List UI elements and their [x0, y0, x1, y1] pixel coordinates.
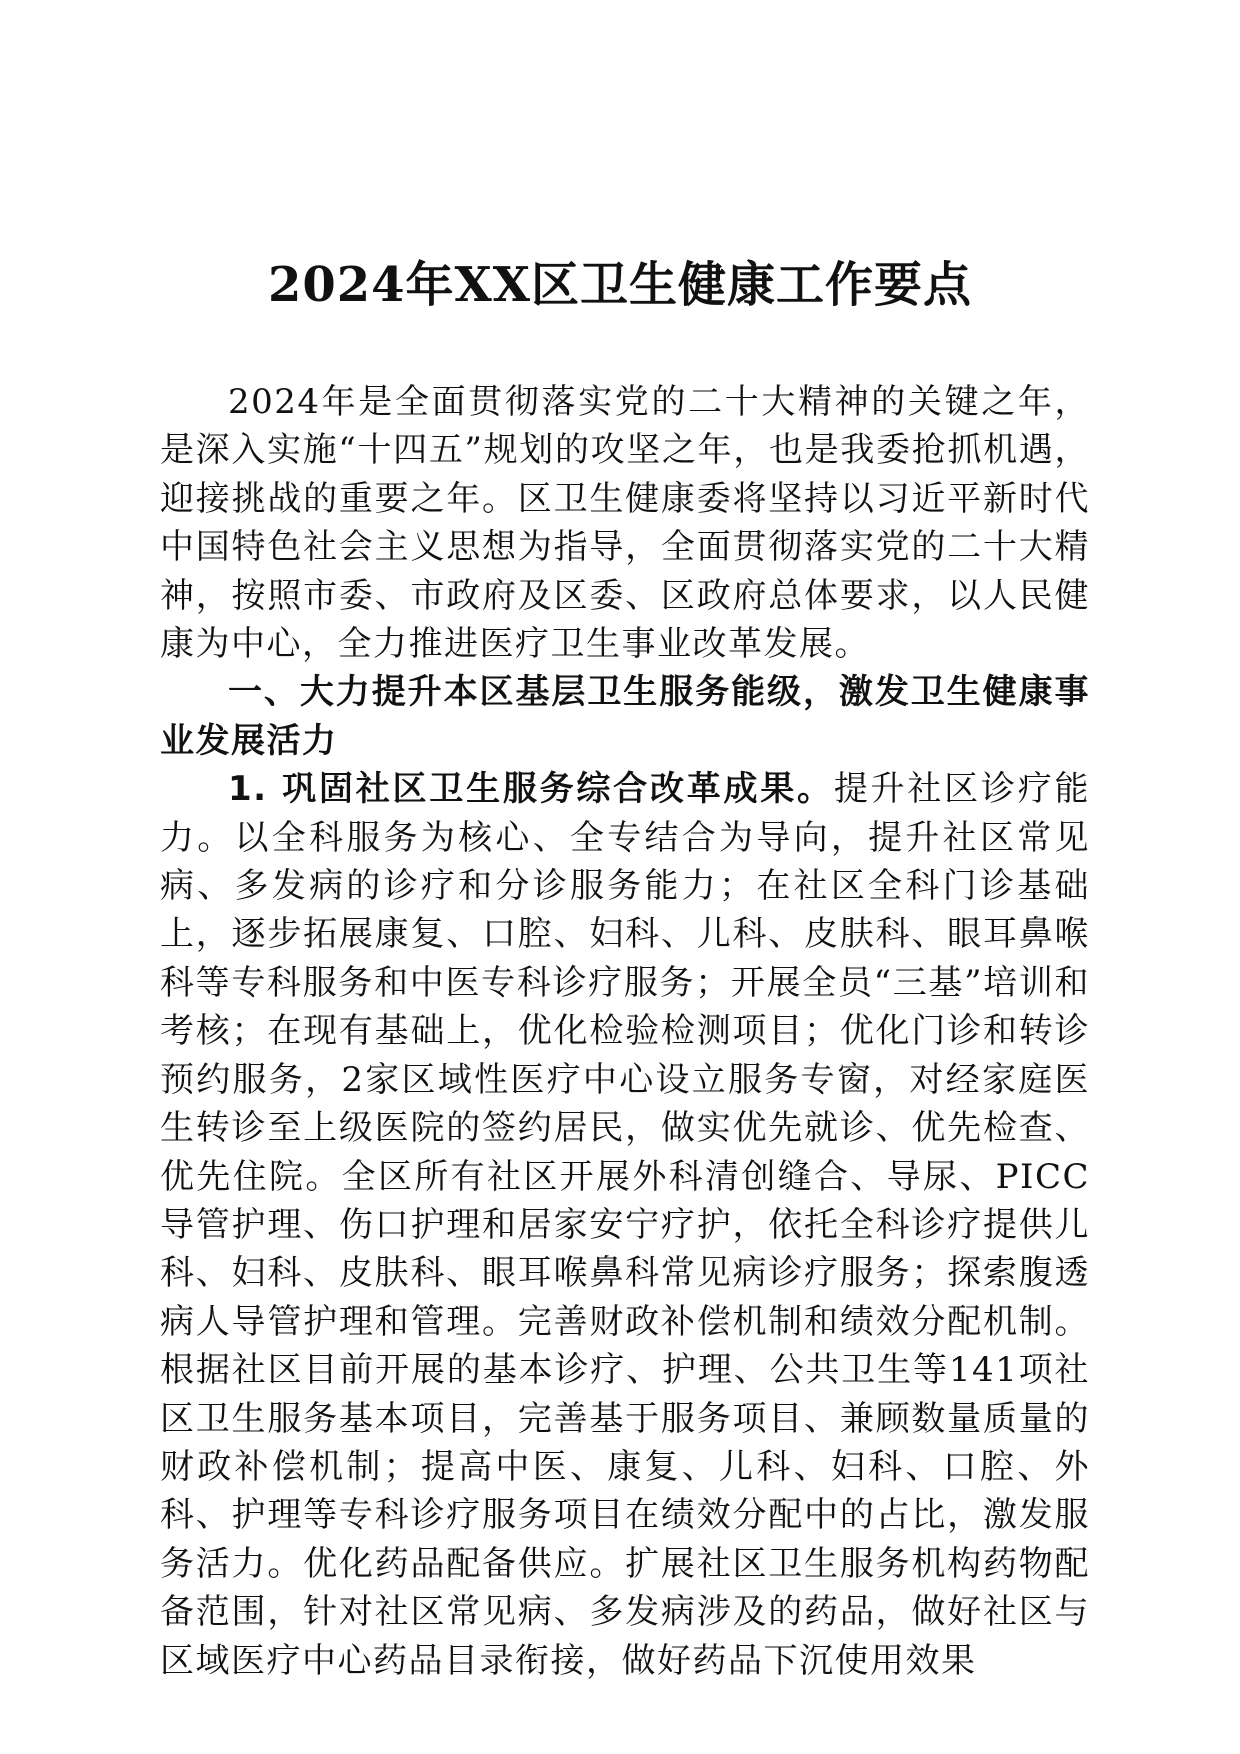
item-body: 提升社区诊疗能力。以全科服务为核心、全专结合为导向，提升社区常见病、多发病的诊疗和分诊服务能力；在社区全科门诊基础上，逐步拓展康复、口腔、妇科、儿科、皮肤科、眼耳鼻喉科等专科服务和中医专科诊疗服务；开展全员“三基”培训和考核；在现有基础上，优化检验检测项目；优化门诊和转诊预约服务，2家区域性医疗中心设立服务专窗，对经家庭医生转诊至上级医院的签约居民，做实优先就诊、优先检查、优先住院。全区所有社区开展外科清创缝合、导尿、PICC导管护理、伤口护理和居家安宁疗护，依托全科诊疗提供儿科、妇科、皮肤科、眼耳喉鼻科常见病诊疗服务；探索腹透病人导管护理和管理。完善财政补偿机制和绩效分配机制。根据社区目前开展的基本诊疗、护理、公共卫生等141项社区卫生服务基本项目，完善基于服务项目、兼顾数量质量的财政补偿机制；提高中医、康复、儿科、妇科、口腔、外科、护理等专科诊疗服务项目在绩效分配中的占比，激发服务活力。优化药品配备供应。扩展社区卫生服务机构药物配备范围，针对社区常见病、多发病涉及的药品，做好社区与区域医疗中心药品目录衔接，做好药品下沉使用效果 [160, 769, 1091, 1681]
item-lead: 1. 巩固社区卫生服务综合改革成果。 [228, 769, 834, 810]
intro-paragraph: 2024年是全面贯彻落实党的二十大精神的关键之年，是深入实施“十四五”规划的攻坚之年，也是我委抢抓机遇，迎接挑战的重要之年。区卫生健康委将坚持以习近平新时代中国特色社会主义思想为指导，全面贯彻落实党的二十大精神，按照市委、市政府及区委、区政府总体要求，以人民健康为中心，全力推进医疗卫生事业改革发展。 [160, 382, 1090, 665]
section-heading: 一、大力提升本区基层卫生服务能级，激发卫生健康事业发展活力 [160, 672, 1090, 761]
document-title: 2024年XX区卫生健康工作要点 [267, 257, 973, 313]
item-paragraph [160, 765, 1090, 1685]
document-body [160, 378, 1090, 1685]
